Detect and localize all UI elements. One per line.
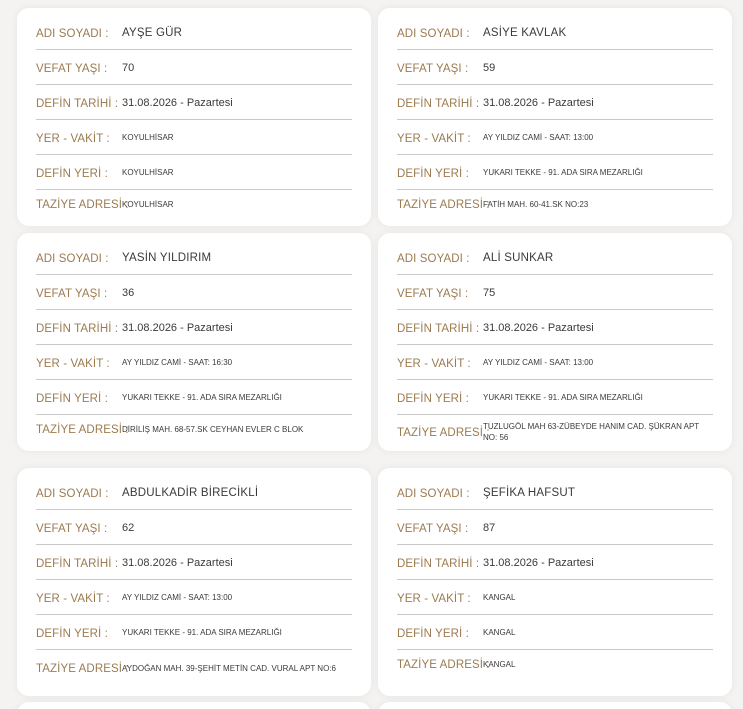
name-value: AYŞE GÜR	[122, 26, 183, 39]
date-row	[397, 313, 713, 345]
date-row	[36, 88, 352, 120]
burial-value: KOYULHİSAR	[122, 168, 174, 178]
name-label: ADI SOYADI :	[36, 27, 109, 40]
address-label: TAZİYE ADRESİ :	[36, 663, 129, 675]
name-label: ADI SOYADI :	[397, 27, 470, 40]
date-label: DEFİN TARİHİ :	[397, 322, 480, 335]
date-label: DEFİN TARİHİ :	[397, 557, 480, 570]
date-row	[397, 548, 713, 580]
burial-label: DEFİN YERİ :	[397, 167, 469, 180]
name-row	[397, 243, 713, 275]
date-value: 31.08.2026 - Pazartesi	[122, 557, 233, 570]
funeral-card	[378, 702, 732, 709]
address-row	[397, 193, 713, 217]
age-value: 75	[483, 287, 496, 300]
age-value: 36	[122, 287, 135, 300]
date-label: DEFİN TARİHİ :	[397, 97, 480, 110]
burial-value: YUKARI TEKKE - 91. ADA SIRA MEZARLIĞI	[122, 393, 282, 403]
age-label: VEFAT YAŞI :	[36, 62, 108, 75]
funeral-card	[378, 8, 732, 226]
name-row	[397, 18, 713, 50]
name-row	[36, 478, 352, 510]
age-row	[36, 513, 352, 545]
burial-value: YUKARI TEKKE - 91. ADA SIRA MEZARLIĞI	[483, 393, 643, 403]
name-label: ADI SOYADI :	[397, 487, 470, 500]
date-label: DEFİN TARİHİ :	[36, 97, 119, 110]
address-value: AYDOĞAN MAH. 39-ŞEHİT METİN CAD. VURAL APT NO:6	[122, 663, 336, 673]
name-value: ALİ SUNKAR	[483, 251, 554, 264]
place-time-value: AY YILDIZ CAMİ - SAAT: 13:00	[483, 358, 594, 368]
burial-row	[36, 383, 352, 415]
place-time-row	[397, 348, 713, 380]
name-row	[36, 18, 352, 50]
place-time-value: KANGAL	[483, 593, 516, 603]
address-row	[397, 653, 713, 677]
name-value: ABDULKADİR BİRECİKLİ	[122, 486, 259, 499]
name-label: ADI SOYADI :	[36, 487, 109, 500]
place-time-label: YER - VAKİT :	[36, 132, 110, 145]
date-row	[36, 313, 352, 345]
burial-value: YUKARI TEKKE - 91. ADA SIRA MEZARLIĞI	[483, 168, 643, 178]
burial-row	[397, 618, 713, 650]
age-label: VEFAT YAŞI :	[36, 522, 108, 535]
address-value: DİRİLİŞ MAH. 68-57.SK CEYHAN EVLER C BLOK	[122, 424, 304, 434]
burial-label: DEFİN YERİ :	[397, 392, 469, 405]
address-label: TAZİYE ADRESİ :	[36, 424, 129, 436]
address-row	[397, 418, 713, 448]
burial-value: YUKARI TEKKE - 91. ADA SIRA MEZARLIĞI	[122, 628, 282, 638]
burial-value: KANGAL	[483, 628, 516, 638]
date-value: 31.08.2026 - Pazartesi	[122, 97, 233, 110]
burial-row	[36, 158, 352, 190]
name-value: ŞEFİKA HAFSUT	[483, 486, 576, 499]
place-time-value: AY YILDIZ CAMİ - SAAT: 13:00	[122, 593, 233, 603]
age-value: 62	[122, 522, 135, 535]
age-label: VEFAT YAŞI :	[397, 287, 469, 300]
place-time-label: YER - VAKİT :	[397, 592, 471, 605]
address-label: TAZİYE ADRESİ :	[36, 199, 129, 211]
place-time-label: YER - VAKİT :	[36, 592, 110, 605]
name-row	[397, 478, 713, 510]
name-label: ADI SOYADI :	[36, 252, 109, 265]
address-label: TAZİYE ADRESİ :	[397, 199, 490, 211]
date-label: DEFİN TARİHİ :	[36, 322, 119, 335]
burial-label: DEFİN YERİ :	[36, 167, 108, 180]
date-label: DEFİN TARİHİ :	[36, 557, 119, 570]
age-label: VEFAT YAŞI :	[397, 62, 469, 75]
burial-label: DEFİN YERİ :	[36, 392, 108, 405]
address-value: FATİH MAH. 60-41.SK NO:23	[483, 199, 589, 209]
address-label: TAZİYE ADRESİ :	[397, 659, 490, 671]
name-label: ADI SOYADI :	[397, 252, 470, 265]
address-value: TUZLUGÖL MAH 63-ZÜBEYDE HANIM CAD. ŞÜKRAN APT NO: 56	[483, 422, 700, 442]
place-time-row	[36, 583, 352, 615]
name-value: YASİN YILDIRIM	[122, 251, 212, 264]
name-value: ASİYE KAVLAK	[483, 26, 567, 39]
age-row	[36, 278, 352, 310]
burial-row	[397, 158, 713, 190]
date-row	[36, 548, 352, 580]
age-row	[397, 278, 713, 310]
address-label: TAZİYE ADRESİ :	[397, 427, 490, 439]
funeral-card	[17, 702, 371, 709]
funeral-card	[17, 233, 371, 451]
place-time-label: YER - VAKİT :	[397, 132, 471, 145]
place-time-row	[36, 348, 352, 380]
address-row	[36, 653, 352, 685]
place-time-label: YER - VAKİT :	[36, 357, 110, 370]
age-value: 59	[483, 62, 496, 75]
age-row	[36, 53, 352, 85]
date-row	[397, 88, 713, 120]
age-label: VEFAT YAŞI :	[397, 522, 469, 535]
address-value: KANGAL	[483, 659, 516, 669]
place-time-value: AY YILDIZ CAMİ - SAAT: 13:00	[483, 133, 594, 143]
burial-row	[397, 383, 713, 415]
funeral-card	[17, 468, 371, 696]
burial-label: DEFİN YERİ :	[397, 627, 469, 640]
burial-label: DEFİN YERİ :	[36, 627, 108, 640]
place-time-row	[36, 123, 352, 155]
name-row	[36, 243, 352, 275]
funeral-card	[17, 8, 371, 226]
address-row	[36, 418, 352, 442]
place-time-value: KOYULHİSAR	[122, 133, 174, 143]
place-time-row	[397, 123, 713, 155]
funeral-card	[378, 468, 732, 696]
date-value: 31.08.2026 - Pazartesi	[122, 322, 233, 335]
age-value: 87	[483, 522, 496, 535]
date-value: 31.08.2026 - Pazartesi	[483, 557, 594, 570]
age-label: VEFAT YAŞI :	[36, 287, 108, 300]
place-time-row	[397, 583, 713, 615]
age-row	[397, 53, 713, 85]
place-time-value: AY YILDIZ CAMİ - SAAT: 16:30	[122, 358, 233, 368]
burial-row	[36, 618, 352, 650]
date-value: 31.08.2026 - Pazartesi	[483, 322, 594, 335]
age-row	[397, 513, 713, 545]
place-time-label: YER - VAKİT :	[397, 357, 471, 370]
age-value: 70	[122, 62, 135, 75]
address-value: KOYULHİSAR	[122, 199, 174, 209]
funeral-card	[378, 233, 732, 451]
date-value: 31.08.2026 - Pazartesi	[483, 97, 594, 110]
address-row	[36, 193, 352, 217]
